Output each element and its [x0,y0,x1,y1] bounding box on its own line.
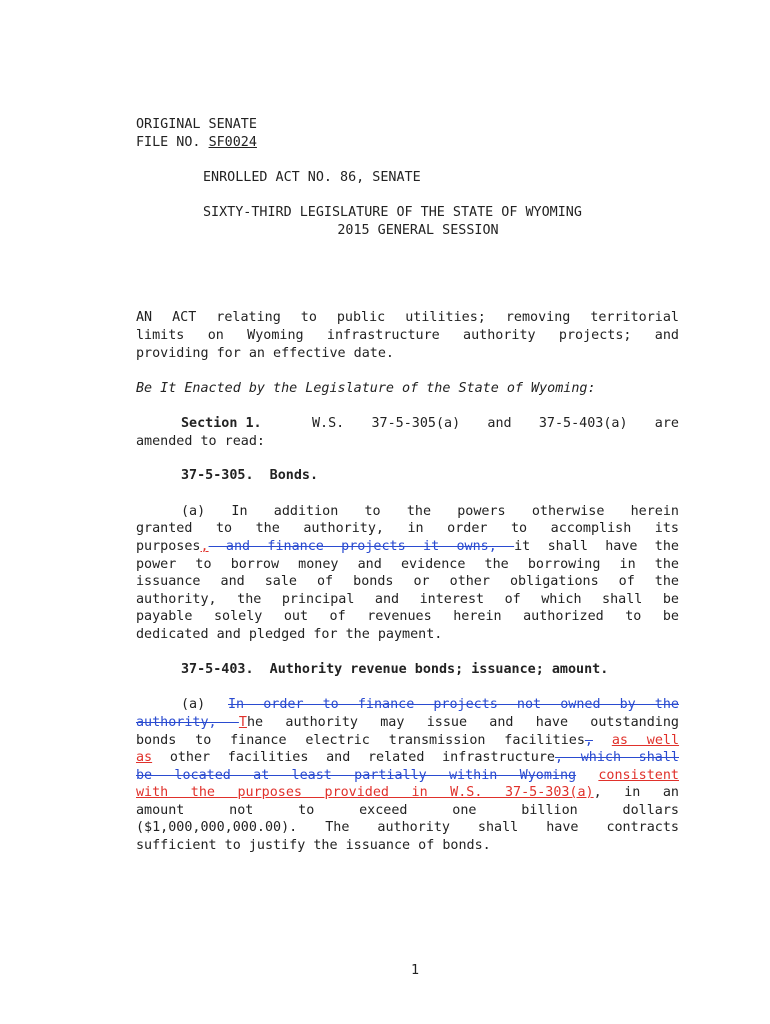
session-line: 2015 GENERAL SESSION [337,223,499,238]
s403-deleted-comma: , [584,733,593,748]
enrolled-act-line: ENROLLED ACT NO. 86, SENATE [203,170,421,185]
s305-deleted-text: and finance projects it owns, [208,539,515,554]
s403-l6-text: , in an [593,785,679,800]
s403-line-2 [136,714,679,732]
section1-line-1 [181,415,679,433]
s305-line-1: (a) In addition to the powers otherwise herein [181,504,679,519]
s403-deleted-text-2: authority, [136,715,239,730]
s305-line-3 [136,538,679,556]
section1-text: W.S. 37-5-305(a) and 37-5-403(a) are [312,416,679,431]
s403-line-7: amount not to exceed one billion dollars [136,803,679,818]
s403-l3-text: bonds to finance electric transmission facilities [136,733,585,748]
s403-insertion-t: T [238,715,247,730]
s403-line-6 [136,784,679,802]
s403-line-3 [136,732,679,750]
s305-heading: 37-5-305. Bonds. [181,468,319,483]
file-number: SF0024 [208,135,257,150]
s403-l4-text: other facilities and related infrastructure [169,750,555,765]
original-senate-label: ORIGINAL SENATE [136,117,257,132]
s305-line-4: power to borrow money and evidence the borrowing in the [136,557,679,572]
s403-insertion-purposes: with the purposes provided in W.S. 37-5-303(a) [136,785,594,800]
file-number-line [136,134,257,152]
s403-subsection-label: (a) [181,697,206,712]
s305-line-7: payable solely out of revenues herein authorized to be [136,609,679,624]
s403-deleted-text-1: In order to finance projects not owned by the [228,697,679,712]
s305-insertion-comma: , [200,539,209,554]
s403-insertion-as: as [136,750,153,765]
section1-label: Section 1. [181,416,262,431]
section1-line-2: amended to read: [136,434,265,449]
s305-l3-text-b: it shall have the [514,539,679,554]
title-line-1: AN ACT relating to public utilities; removing territorial [136,310,679,325]
s305-line-6: authority, the principal and interest of which shall be [136,592,679,607]
s305-line-8: dedicated and pledged for the payment. [136,627,443,642]
s305-line-2: granted to the authority, in order to accomplish its [136,521,679,536]
enacting-clause: Be It Enacted by the Legislature of the State of Wyoming: [136,381,596,396]
s403-deleted-text-3: , which shall [554,750,679,765]
s305-l3-text-a: purposes [136,539,201,554]
s403-line-9: sufficient to justify the issuance of bonds. [136,838,491,853]
s305-line-5: issuance and sale of bonds or other obligations of the [136,574,679,589]
s403-line-1 [181,696,679,714]
s403-line-4 [136,749,679,767]
page-number: 1 [410,963,420,978]
legislature-line: SIXTY-THIRD LEGISLATURE OF THE STATE OF WYOMING [203,205,582,220]
s403-insertion-as-well: as well [611,733,680,748]
s403-l2-text: he authority may issue and have outstanding [246,715,679,730]
s403-deleted-text-4: be located at least partially within Wyoming [136,768,577,783]
s403-line-8: ($1,000,000,000.00). The authority shall have contracts [136,820,679,835]
s403-heading: 37-5-403. Authority revenue bonds; issuance; amount. [181,662,609,677]
title-line-2: limits on Wyoming infrastructure authority projects; and [136,328,679,343]
file-prefix: FILE NO. [136,135,209,150]
title-line-3: providing for an effective date. [136,346,394,361]
s403-line-5 [136,767,679,785]
s403-insertion-consistent: consistent [598,768,679,783]
